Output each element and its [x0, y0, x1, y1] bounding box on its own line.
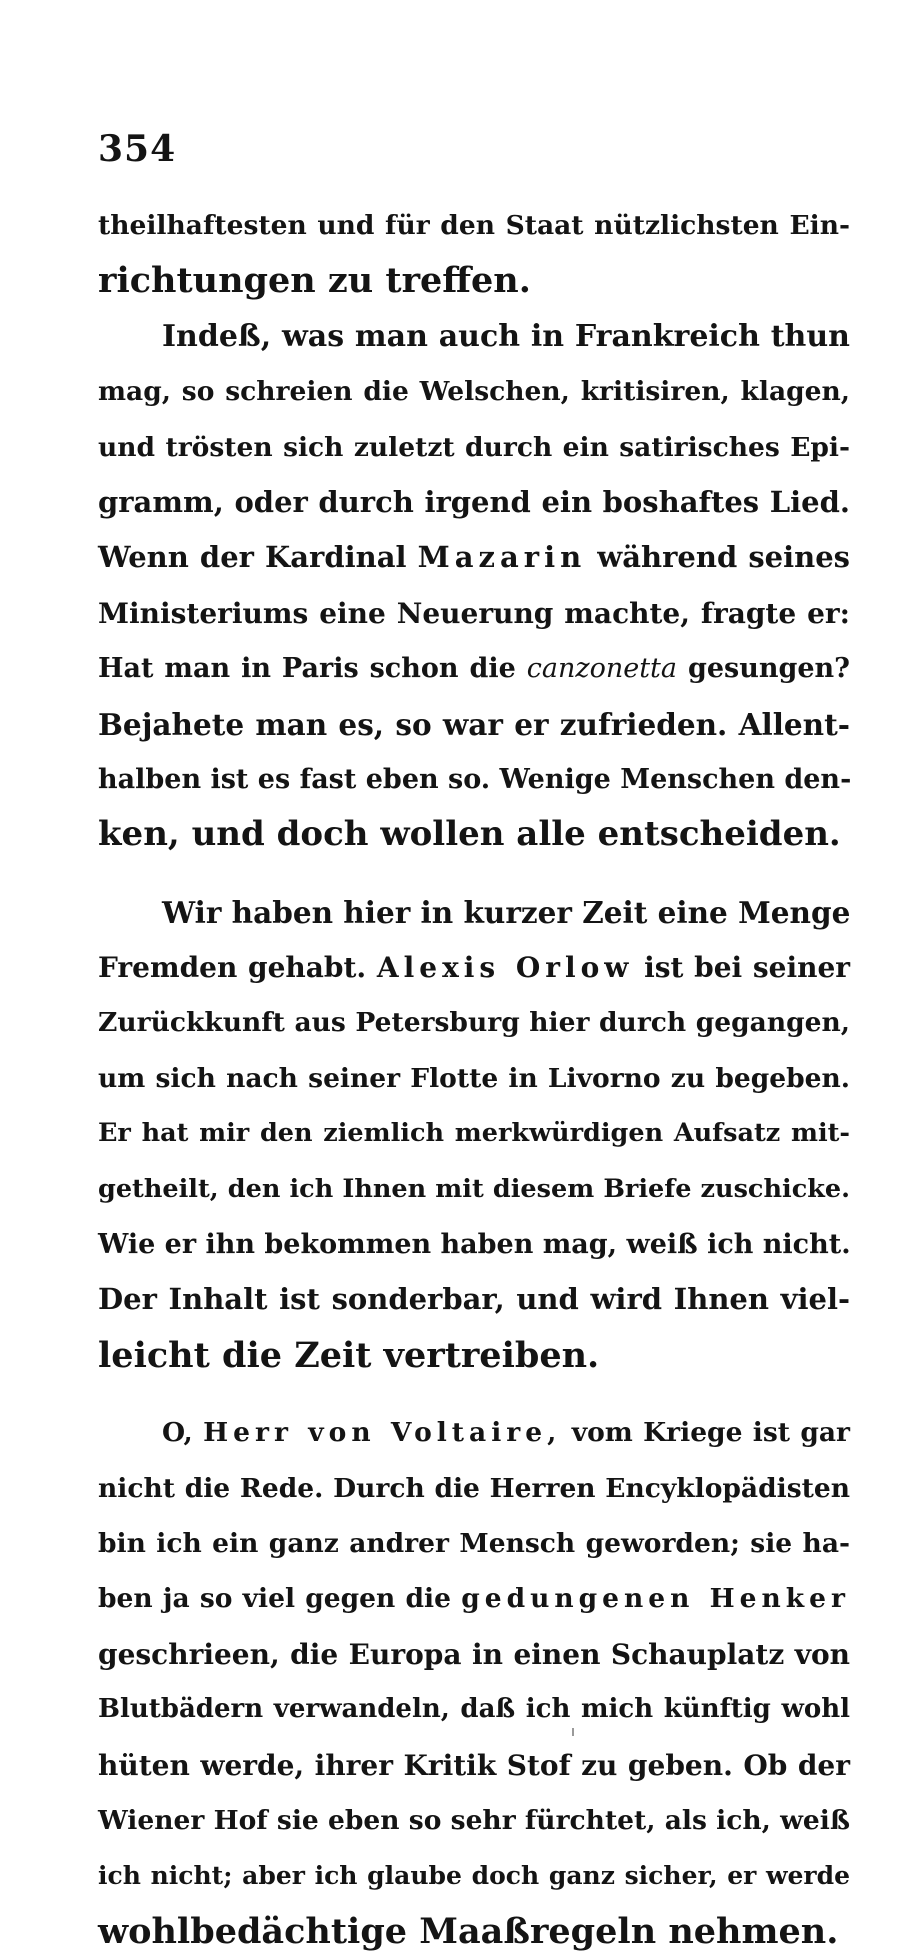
text-line: Wie er ihn bekommen haben mag, weiß ich nicht.	[98, 1229, 851, 1261]
text-line: ken, und doch wollen alle entscheiden.	[98, 814, 841, 855]
text-line: bin ich ein ganz andrer Mensch geworden; sie ha-	[98, 1527, 850, 1559]
text-line: Blutbädern verwandeln, daß ich mich künftig wohl	[98, 1694, 850, 1725]
paragraph-gap	[98, 863, 850, 885]
text-run: ben ja so viel gegen die	[98, 1583, 451, 1615]
text-line	[98, 1405, 850, 1460]
text-line: nicht die Rede. Durch die Herren Encyklopädisten	[98, 1472, 850, 1504]
text-line: und trösten sich zuletzt durch ein satirisches Epi-	[98, 431, 850, 463]
text-line: Bejahete man es, so war er zufrieden. Allent-	[98, 706, 850, 742]
text-line: Der Inhalt ist sonderbar, und wird Ihnen viel-	[98, 1282, 850, 1317]
emphasized-phrase: gedungenen Henker	[461, 1583, 850, 1615]
text-line: gramm, oder durch irgend ein boshaftes Lied.	[98, 484, 850, 519]
italic-word: canzonetta	[526, 653, 678, 685]
paragraph-gap	[98, 1383, 850, 1405]
text-line: Wiener Hof sie eben so sehr fürchtet, als ich, weiß	[98, 1804, 850, 1836]
text-line: ich nicht; aber ich glaube doch ganz sicher, er werde	[98, 1861, 850, 1891]
text-line: Ministeriums eine Neuerung machte, fragte er:	[98, 596, 850, 630]
text-line: Zurückkunft aus Petersburg hier durch gegangen,	[98, 1007, 850, 1039]
text-line: getheilt, den ich Ihnen mit diesem Briefe zuschicke.	[98, 1173, 850, 1204]
text-line	[98, 940, 850, 995]
text-line	[98, 641, 850, 696]
paper-mark	[572, 1728, 574, 1736]
page-number: 354	[98, 128, 177, 170]
emphasized-name: Mazarin	[417, 540, 587, 575]
text-run: O,	[162, 1417, 193, 1449]
text-run: während seines	[597, 540, 850, 575]
text-line: hüten werde, ihrer Kritik Stof zu geben. Ob der	[98, 1748, 850, 1782]
text-run: vom Kriege ist gar	[571, 1417, 850, 1449]
text-line: leicht die Zeit vertreiben.	[98, 1334, 600, 1376]
text-run: ist bei seiner	[644, 951, 851, 985]
text-line: wohlbedächtige Maaßregeln nehmen.	[98, 1910, 839, 1952]
text-run: Fremden gehabt.	[98, 951, 367, 985]
emphasized-name: Alexis Orlow	[376, 951, 634, 985]
text-line	[98, 1571, 850, 1626]
text-line: um sich nach seiner Flotte in Livorno zu begeben.	[98, 1062, 850, 1094]
text-line: halben ist es fast eben so. Wenige Menschen den-	[98, 763, 852, 795]
text-run: Hat man in Paris schon die	[98, 653, 516, 685]
text-line: Wir haben hier in kurzer Zeit eine Menge	[162, 894, 851, 930]
text-line: geschrieen, die Europa in einen Schauplatz von	[98, 1637, 850, 1671]
text-line: Indeß, was man auch in Frankreich thun	[162, 318, 850, 354]
text-line: Er hat mir den ziemlich merkwürdigen Aufsatz mit-	[98, 1118, 850, 1149]
text-run: Wenn der Kardinal	[98, 540, 407, 575]
text-line: mag, so schreien die Welschen, kritisiren, klagen,	[98, 376, 850, 408]
text-line: richtungen zu treffen.	[98, 260, 531, 302]
text-line	[98, 530, 850, 585]
emphasized-name: Herr von Voltaire,	[203, 1417, 562, 1449]
text-run: gesungen?	[687, 653, 850, 685]
body-text	[98, 198, 850, 1959]
text-line: theilhaftesten und für den Staat nützlichsten Ein-	[98, 210, 850, 241]
